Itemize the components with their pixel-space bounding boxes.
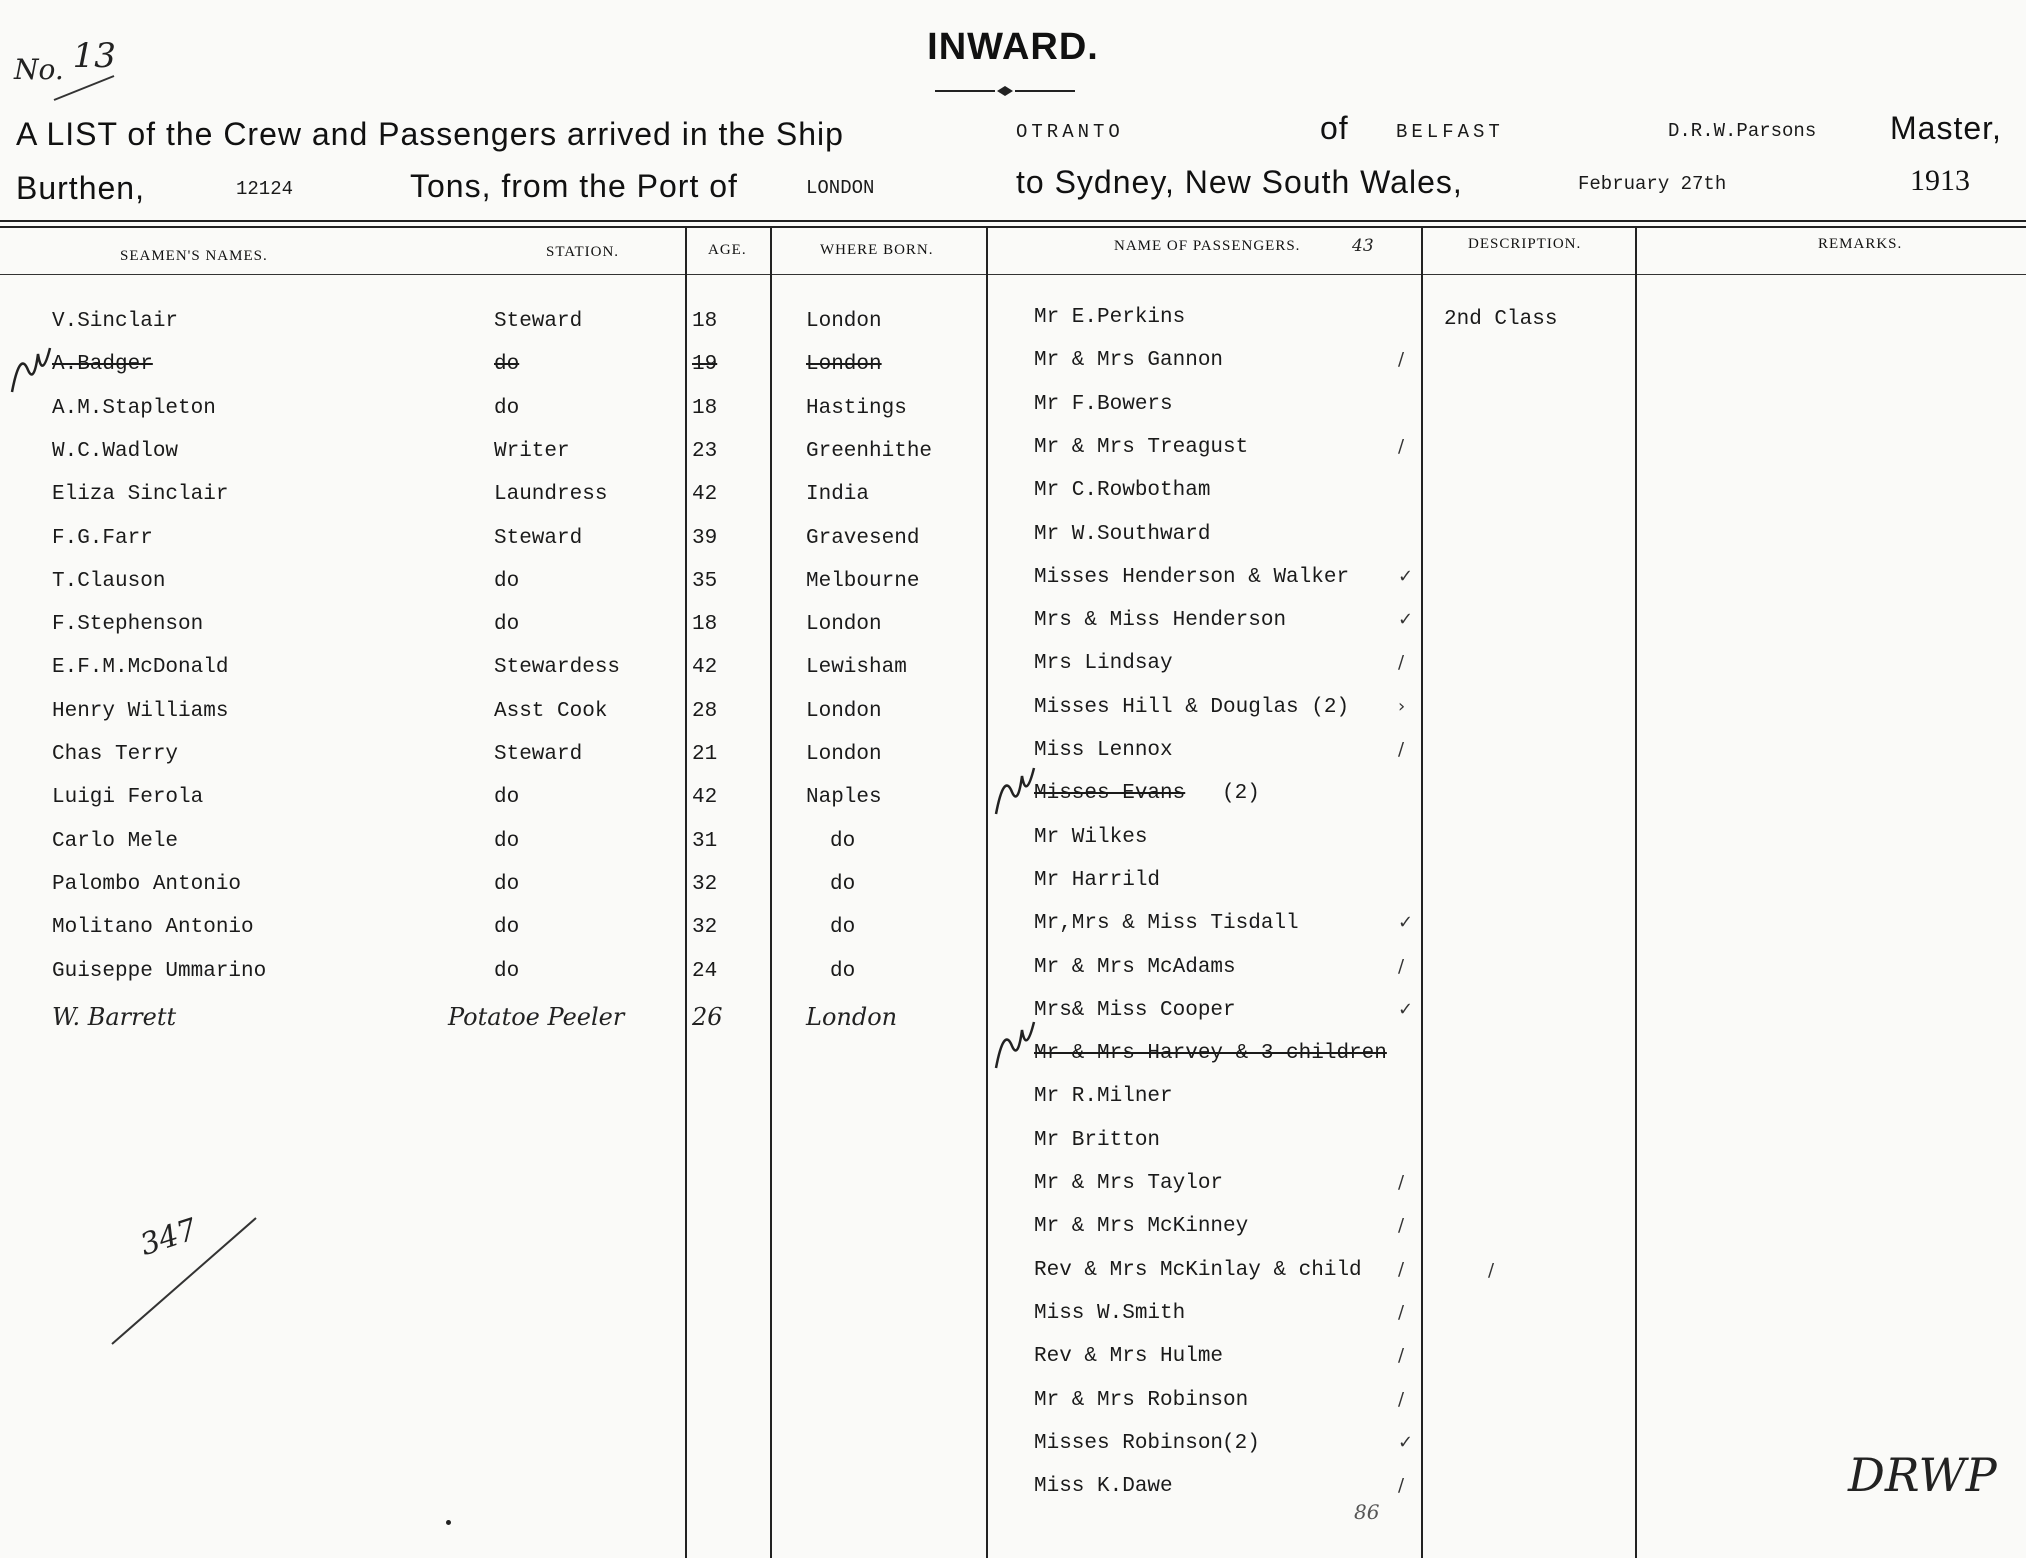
column-header-seamen: SEAMEN'S NAMES. [120, 248, 268, 264]
crew-name: Henry Williams [52, 699, 229, 723]
margin-initials-mark [6, 340, 54, 400]
description-class: 2nd Class [1444, 308, 1558, 331]
passenger-initials-mark-1 [992, 760, 1040, 820]
crew-age: 26 [692, 1002, 723, 1031]
crew-name: Guiseppe Ummarino [52, 959, 267, 983]
passenger-check-mark: ✓ [1398, 1431, 1414, 1453]
crew-station: Stewardess [494, 656, 621, 680]
crew-station: do [494, 613, 520, 637]
crew-name: Chas Terry [52, 743, 179, 766]
header-line2-tons: Tons, from the Port of [410, 168, 738, 204]
crew-name: W.C.Wadlow [52, 439, 179, 463]
crew-name: F.Stephenson [52, 613, 204, 637]
crew-birthplace: India [806, 483, 870, 507]
crew-age: 18 [692, 396, 718, 420]
arrival-year: 1913 [1910, 164, 1970, 197]
passenger-name: Mr,Mrs & Miss Tisdall [1034, 912, 1299, 936]
crew-station: do [494, 396, 520, 420]
passenger-name: Mr & Mrs Robinson [1034, 1388, 1249, 1412]
header-line2-destination: to Sydney, New South Wales, [1016, 164, 1463, 200]
burthen-label: Burthen, [16, 170, 145, 206]
from-port: LONDON [806, 177, 875, 199]
description-tick: / [1488, 1260, 1495, 1281]
passenger-name: Miss K.Dawe [1034, 1475, 1173, 1499]
crew-name: Palombo Antonio [52, 872, 242, 896]
crew-birthplace: Greenhithe [806, 439, 933, 463]
crew-station: do [494, 829, 520, 853]
crew-station: do [494, 786, 520, 810]
crew-age: 24 [692, 959, 718, 983]
passenger-name: Mr & Mrs Harvey & 3 children [1034, 1042, 1387, 1066]
passenger-name: Miss W.Smith [1034, 1301, 1186, 1325]
crew-station: do [494, 916, 520, 940]
passenger-count-note: 43 [1352, 236, 1374, 256]
crew-birthplace: London [806, 353, 882, 377]
crew-age: 32 [692, 872, 718, 896]
header-line1-text: A LIST of the Crew and Passengers arrived in the Ship [16, 116, 844, 152]
crew-birthplace: London [806, 613, 882, 637]
crew-age: 31 [692, 829, 718, 853]
number-slash-mark [50, 66, 120, 106]
crew-age: 18 [692, 613, 718, 637]
table-top-rule [0, 220, 2026, 222]
crew-station: do [494, 872, 520, 896]
crew-age: 21 [692, 743, 718, 766]
margin-diagonal-line [108, 1210, 268, 1350]
passenger-check-mark: / [1398, 1475, 1405, 1497]
passenger-name: Misses Hill & Douglas (2) [1034, 695, 1350, 719]
column-header-description: DESCRIPTION. [1468, 236, 1582, 252]
crew-birthplace: do [830, 959, 856, 983]
passenger-name: Mr & Mrs Treagust [1034, 435, 1249, 459]
tons-value: 12124 [236, 178, 294, 200]
crew-name: A.M.Stapleton [52, 396, 216, 420]
passenger-check-mark: / [1398, 435, 1405, 457]
passenger-check-mark: / [1398, 1215, 1405, 1237]
crew-age: 35 [692, 569, 718, 593]
crew-station: do [494, 353, 520, 377]
crew-birthplace: do [830, 872, 856, 896]
passenger-initials-mark-2 [992, 1014, 1040, 1074]
crew-age: 42 [692, 656, 718, 680]
passenger-name: Mrs Lindsay [1034, 652, 1173, 676]
column-divider-born [770, 226, 772, 1558]
crew-age: 28 [692, 699, 718, 723]
bottom-number-note: 86 [1354, 1500, 1380, 1524]
crew-station: Writer [494, 439, 570, 463]
passenger-check-mark: ✓ [1398, 998, 1414, 1020]
passenger-check-mark: / [1398, 1258, 1405, 1280]
crew-name: W. Barrett [52, 1002, 177, 1031]
crew-birthplace: London [806, 310, 882, 333]
crew-station: Laundress [494, 483, 608, 507]
table-top-rule-2 [0, 226, 2026, 228]
title-ornament [935, 84, 1075, 98]
crew-age: 23 [692, 439, 718, 463]
passenger-name: Mr E.Perkins [1034, 306, 1186, 329]
port-of-registry: BELFAST [1396, 121, 1504, 143]
passenger-check-mark: / [1398, 1345, 1405, 1367]
passenger-check-mark: ✓ [1398, 609, 1414, 631]
passenger-name: Misses Evans [1034, 782, 1186, 806]
crew-birthplace: Hastings [806, 396, 907, 420]
passenger-name: Rev & Mrs Hulme [1034, 1345, 1224, 1369]
crew-birthplace: do [830, 829, 856, 853]
column-header-remarks: REMARKS. [1818, 236, 1903, 252]
passenger-name: Mr W.Southward [1034, 522, 1211, 546]
page-title: INWARD. [927, 26, 1099, 68]
ship-name: OTRANTO [1016, 121, 1124, 143]
crew-name: V.Sinclair [52, 310, 179, 333]
crew-birthplace: do [830, 916, 856, 940]
crew-station: do [494, 569, 520, 593]
passenger-name: Mr & Mrs Gannon [1034, 349, 1224, 373]
passenger-name: Mr & Mrs Taylor [1034, 1172, 1224, 1195]
crew-age: 39 [692, 526, 718, 550]
column-header-born: WHERE BORN. [820, 242, 934, 258]
master-name: D.R.W.Parsons [1668, 120, 1817, 142]
passenger-check-mark: / [1398, 1172, 1405, 1193]
crew-birthplace: London [806, 699, 882, 723]
column-divider-age [685, 226, 687, 1558]
passenger-check-mark: / [1398, 739, 1405, 760]
crew-birthplace: Naples [806, 786, 882, 810]
crew-name: Luigi Ferola [52, 786, 204, 810]
crew-birthplace: London [806, 1002, 898, 1031]
crew-name: Eliza Sinclair [52, 483, 229, 507]
passenger-name: Misses Robinson [1034, 1431, 1224, 1455]
passenger-check-mark: / [1398, 652, 1405, 674]
column-divider-description [1421, 226, 1423, 1558]
crew-name: Carlo Mele [52, 829, 179, 853]
ink-dot [446, 1520, 451, 1525]
crew-age: 32 [692, 916, 718, 940]
passenger-name: Mr Wilkes [1034, 825, 1148, 849]
passenger-name: Rev & Mrs McKinlay & child [1034, 1258, 1362, 1282]
column-header-station: STATION. [546, 244, 620, 260]
arrival-date: February 27th [1578, 173, 1727, 195]
crew-birthplace: Lewisham [806, 656, 907, 680]
passenger-check-mark: ✓ [1398, 565, 1414, 587]
crew-name: E.F.M.McDonald [52, 656, 229, 680]
crew-name: F.G.Farr [52, 526, 153, 550]
passenger-check-mark: › [1398, 695, 1406, 717]
passenger-check-mark: / [1398, 1388, 1405, 1410]
passenger-name: Mr R.Milner [1034, 1085, 1173, 1109]
record-number-value: 13 [72, 36, 116, 76]
crew-birthplace: Melbourne [806, 569, 920, 593]
crew-station: do [494, 959, 520, 983]
crew-age: 42 [692, 786, 718, 810]
passenger-name: Mr C.Rowbotham [1034, 479, 1211, 503]
table-header-rule [0, 274, 2026, 275]
passenger-name: Misses Henderson & Walker [1034, 565, 1350, 589]
passenger-check-mark: ✓ [1398, 912, 1414, 934]
column-divider-remarks [1635, 226, 1637, 1558]
passenger-count: (2) [1222, 782, 1260, 806]
crew-station: Asst Cook [494, 699, 608, 723]
passenger-name: Mr Harrild [1034, 868, 1161, 892]
initials-signature: DRWP [1848, 1448, 1997, 1502]
crew-station: Steward [494, 310, 583, 333]
passenger-check-mark: / [1398, 1301, 1405, 1323]
column-header-age: AGE. [708, 242, 747, 258]
passenger-name: Mrs& Miss Cooper [1034, 998, 1236, 1022]
passenger-name: Mr Britton [1034, 1128, 1161, 1152]
crew-station: Potatoe Peeler [448, 1002, 625, 1031]
passenger-count: (2) [1222, 1431, 1260, 1455]
column-divider-passengers [986, 226, 988, 1558]
crew-station: Steward [494, 743, 583, 766]
crew-age: 18 [692, 310, 718, 333]
passenger-check-mark: / [1398, 955, 1405, 977]
crew-age: 19 [692, 353, 718, 377]
header-of: of [1320, 110, 1349, 146]
passenger-name: Miss Lennox [1034, 739, 1173, 762]
passenger-name: Mr & Mrs McKinney [1034, 1215, 1249, 1239]
crew-birthplace: London [806, 743, 882, 766]
crew-station: Steward [494, 526, 583, 550]
margin-number-note: 347 [135, 1212, 202, 1263]
crew-name: Molitano Antonio [52, 916, 254, 940]
passenger-name: Mr F.Bowers [1034, 392, 1173, 416]
crew-age: 42 [692, 483, 718, 507]
crew-name: T.Clauson [52, 569, 166, 593]
passenger-check-mark: / [1398, 349, 1405, 371]
column-header-passengers: NAME OF PASSENGERS. [1114, 238, 1301, 254]
crew-birthplace: Gravesend [806, 526, 920, 550]
master-label: Master, [1890, 110, 2002, 146]
crew-name: A.Badger [52, 353, 153, 377]
record-number-label: No. [14, 53, 64, 86]
passenger-name: Mrs & Miss Henderson [1034, 609, 1287, 633]
passenger-name: Mr & Mrs McAdams [1034, 955, 1236, 979]
